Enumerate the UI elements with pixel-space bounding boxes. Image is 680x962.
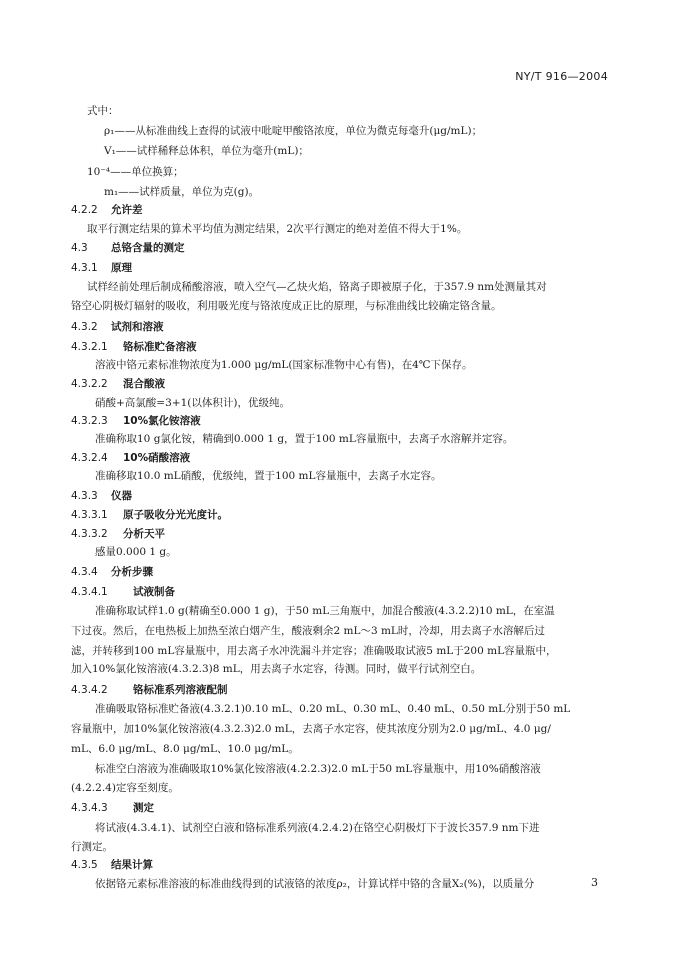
section-number: 4.3.4 — [71, 566, 98, 578]
paragraph: 准确称取10 g氯化铵，精确到0.000 1 g，置于100 mL容量瓶中，去离子水溶解并定容。 — [95, 433, 514, 445]
section-title: 试剂和溶液 — [111, 321, 164, 333]
paragraph: 硝酸+高氯酸=3+1(以体积计)，优级纯。 — [95, 397, 290, 409]
paragraph-line: 标准空白溶液为准确吸取10%氯化铵溶液(4.2.2.3)2.0 mL于50 mL容量瓶中，用10%硝酸溶液 — [95, 763, 541, 775]
section-number: 4.3.1 — [71, 262, 98, 274]
paragraph: 取平行测定结果的算术平均值为测定结果，2次平行测定的绝对差值不得大于1%。 — [87, 223, 468, 235]
section-title: 10%硝酸溶液 — [123, 452, 191, 464]
section-4-3-4-2-heading — [71, 683, 228, 697]
section-title: 试液制备 — [133, 586, 175, 598]
section-number: 4.3.2.4 — [71, 452, 108, 464]
definition-v1: V₁——试样稀释总体积，单位为毫升(mL)； — [104, 145, 309, 157]
section-title: 混合酸液 — [123, 378, 165, 390]
section-4-3-2-2-heading — [71, 377, 165, 391]
paragraph-line: 依据铬元素标准溶液的标准曲线得到的试液铬的浓度ρ₂，计算试样中铬的含量X₂(%)，以质量分 — [95, 878, 535, 890]
section-4-3-2-3-heading — [71, 414, 201, 428]
section-title: 原理 — [111, 262, 132, 274]
section-4-3-2-1-heading — [71, 340, 197, 354]
paragraph-line: 准确吸取铬标准贮备液(4.3.2.1)0.10 mL、0.20 mL、0.30 mL、0.40 mL、0.50 mL分别于50 mL — [95, 703, 571, 715]
standard-number: NY/T 916—2004 — [515, 70, 608, 83]
definition-m1: m₁——试样质量，单位为克(g)。 — [104, 186, 260, 198]
section-number: 4.3.2 — [71, 321, 98, 333]
paragraph-line: 铬空心阴极灯辐射的吸收，利用吸光度与铬浓度成正比的原理，与标准曲线比较确定铬含量。 — [71, 300, 502, 312]
section-number: 4.3.3.1 — [71, 509, 108, 521]
section-number: 4.3.3 — [71, 490, 98, 502]
definition-unit: 10⁻⁴——单位换算； — [87, 166, 184, 178]
section-4-3-2-4-heading — [71, 451, 190, 465]
section-4-3-3-heading — [71, 489, 132, 503]
paragraph: 准确移取10.0 mL硝酸，优级纯，置于100 mL容量瓶中，去离子水定容。 — [95, 470, 442, 482]
paragraph-line: 将试液(4.3.4.1)、试剂空白液和铬标准系列液(4.2.4.2)在铬空心阴极灯下于波长357.9 nm下进 — [95, 822, 540, 834]
paragraph-line: 试样经前处理后制成稀酸溶液，喷入空气—乙炔火焰，铬离子即被原子化，于357.9 nm处测量其对 — [87, 281, 547, 293]
section-4-3-3-1-heading — [71, 508, 228, 522]
section-number: 4.3.2.2 — [71, 378, 108, 390]
section-number: 4.3.4.3 — [71, 802, 108, 814]
section-number: 4.3.2.1 — [71, 341, 108, 353]
section-title: 分析步骤 — [111, 566, 153, 578]
section-4-3-2-heading — [71, 320, 164, 334]
section-title: 铬标准贮备溶液 — [123, 341, 197, 353]
section-4-2-2-heading — [71, 203, 143, 217]
paragraph-line: 滤，并转移到100 mL容量瓶中，用去离子水冲洗漏斗并定容；准确吸取试液5 mL于200 mL容量瓶中， — [71, 645, 557, 657]
paragraph-line: 行测定。 — [71, 841, 113, 853]
section-4-3-1-heading — [71, 261, 132, 275]
section-4-3-5-heading — [71, 858, 153, 872]
where-label: 式中： — [87, 105, 119, 117]
section-title: 原子吸收分光光度计。 — [123, 509, 228, 521]
paragraph-line: 容量瓶中，加10%氯化铵溶液(4.3.2.3)2.0 mL，去离子水定容，使其浓度分别为2.0 μg/mL、4.0 μg/ — [71, 723, 551, 735]
section-title: 测定 — [133, 802, 154, 814]
section-4-3-4-3-heading — [71, 801, 154, 815]
section-number: 4.3.4.2 — [71, 684, 108, 696]
section-number: 4.3.2.3 — [71, 415, 108, 427]
paragraph-line: mL、6.0 μg/mL、8.0 μg/mL、10.0 μg/mL。 — [71, 743, 299, 755]
section-title: 结果计算 — [111, 859, 153, 871]
section-number: 4.3.4.1 — [71, 586, 108, 598]
section-title: 10%氯化铵溶液 — [123, 415, 201, 427]
section-title: 总铬含量的测定 — [111, 242, 185, 254]
section-4-3-heading — [71, 241, 185, 255]
paragraph: 感量0.000 1 g。 — [95, 546, 177, 558]
paragraph: 溶液中铬元素标准物浓度为1.000 μg/mL(国家标准物中心有售)，在4℃下保存。 — [95, 359, 473, 371]
page-number: 3 — [591, 876, 598, 889]
section-4-3-4-heading — [71, 565, 153, 579]
paragraph-line: 加入10%氯化铵溶液(4.3.2.3)8 mL，用去离子水定容，待测。同时，做平行试剂空白。 — [71, 663, 482, 675]
section-4-3-4-1-heading — [71, 585, 175, 599]
definition-rho1: ρ₁——从标准曲线上查得的试液中吡啶甲酸铬浓度，单位为微克每毫升(μg/mL)； — [104, 125, 483, 137]
section-number: 4.3 — [71, 242, 88, 254]
section-title: 允许差 — [111, 204, 143, 216]
section-title: 分析天平 — [123, 528, 165, 540]
section-number: 4.2.2 — [71, 204, 98, 216]
paragraph-line: (4.2.2.4)定容至刻度。 — [71, 782, 179, 794]
section-title: 仪器 — [111, 490, 132, 502]
section-4-3-3-2-heading — [71, 527, 165, 541]
section-number: 4.3.3.2 — [71, 528, 108, 540]
paragraph-line: 下过夜。然后，在电热板上加热至浓白烟产生，酸液剩余2 mL～3 mL时，冷却，用去离子水溶解后过 — [71, 625, 545, 637]
paragraph-line: 准确称取试样1.0 g(精确至0.000 1 g)，于50 mL三角瓶中，加混合酸液(4.3.2.2)10 mL，在室温 — [95, 605, 555, 617]
section-title: 铬标准系列溶液配制 — [133, 684, 228, 696]
section-number: 4.3.5 — [71, 859, 98, 871]
